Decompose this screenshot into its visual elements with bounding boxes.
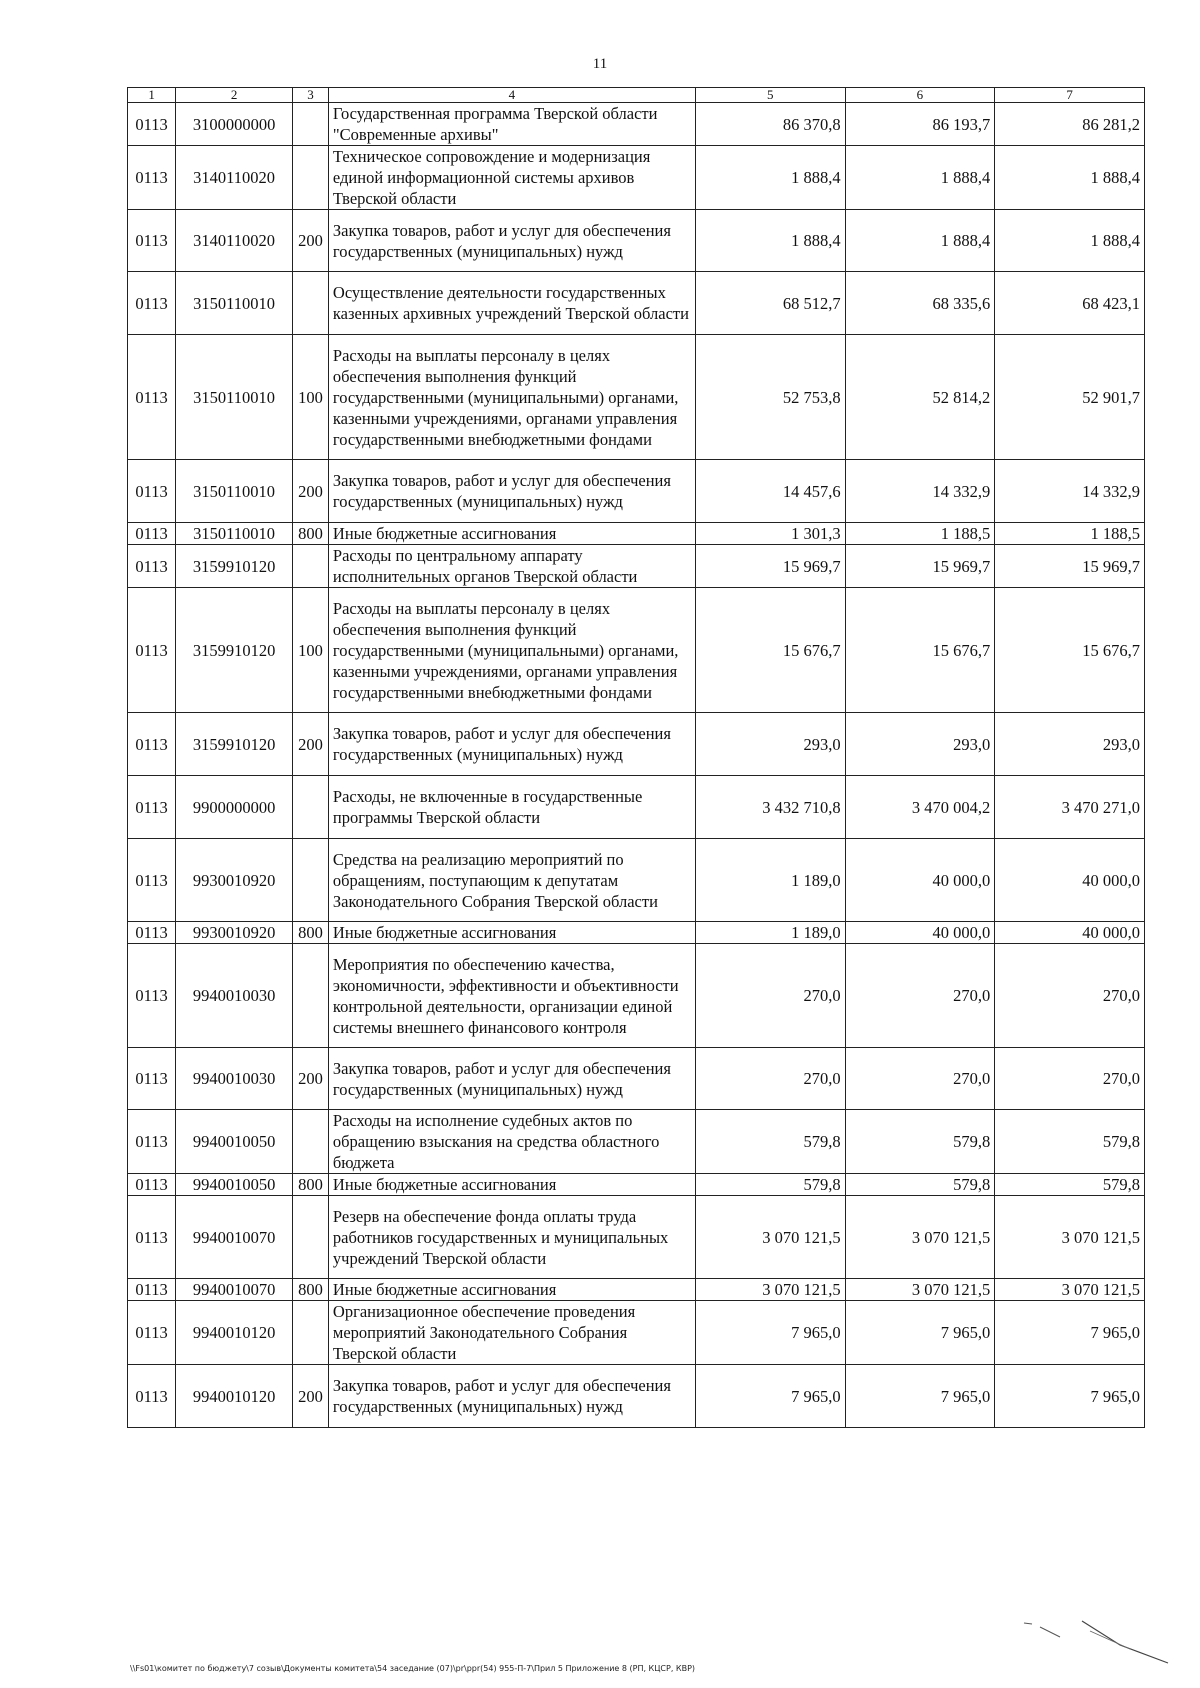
section-code: 0113 [128, 1365, 176, 1428]
column-header: 2 [176, 88, 293, 103]
target-article-code: 3159910120 [176, 545, 293, 588]
expense-name: Закупка товаров, работ и услуг для обеспечения государственных (муниципальных) нужд [328, 1048, 695, 1110]
amount-year-2: 579,8 [845, 1174, 995, 1196]
table-row [128, 944, 1145, 1048]
amount-year-1: 1 301,3 [695, 523, 845, 545]
table-row [128, 523, 1145, 545]
column-header: 3 [293, 88, 329, 103]
target-article-code: 3140110020 [176, 210, 293, 272]
expense-type-code [293, 272, 329, 335]
page-number: 11 [592, 56, 608, 72]
amount-year-3: 1 888,4 [995, 146, 1145, 210]
expense-name: Резерв на обеспечение фонда оплаты труда работников государственных и муниципальных учреждений Тверской области [328, 1196, 695, 1279]
target-article-code: 3150110010 [176, 460, 293, 523]
amount-year-2: 40 000,0 [845, 839, 995, 922]
expense-name: Иные бюджетные ассигнования [328, 523, 695, 545]
amount-year-2: 14 332,9 [845, 460, 995, 523]
expense-name: Организационное обеспечение проведения мероприятий Законодательного Собрания Тверской области [328, 1301, 695, 1365]
table-row [128, 713, 1145, 776]
amount-year-2: 270,0 [845, 944, 995, 1048]
expense-name: Расходы по центральному аппарату исполнительных органов Тверской области [328, 545, 695, 588]
table-row [128, 1279, 1145, 1301]
target-article-code: 9940010070 [176, 1279, 293, 1301]
target-article-code: 9940010030 [176, 944, 293, 1048]
table-row [128, 272, 1145, 335]
section-code: 0113 [128, 776, 176, 839]
amount-year-1: 1 189,0 [695, 839, 845, 922]
target-article-code: 9940010030 [176, 1048, 293, 1110]
expense-type-code [293, 146, 329, 210]
amount-year-3: 52 901,7 [995, 335, 1145, 460]
budget-table [127, 87, 1145, 1428]
expense-name: Закупка товаров, работ и услуг для обеспечения государственных (муниципальных) нужд [328, 1365, 695, 1428]
amount-year-1: 14 457,6 [695, 460, 845, 523]
amount-year-1: 15 676,7 [695, 588, 845, 713]
amount-year-3: 293,0 [995, 713, 1145, 776]
amount-year-2: 3 070 121,5 [845, 1279, 995, 1301]
section-code: 0113 [128, 1301, 176, 1365]
expense-type-code [293, 839, 329, 922]
column-header: 1 [128, 88, 176, 103]
expense-name: Мероприятия по обеспечению качества, экономичности, эффективности и объективности контрольной деятельности, организации единой системы внешнего финансового контроля [328, 944, 695, 1048]
expense-name: Закупка товаров, работ и услуг для обеспечения государственных (муниципальных) нужд [328, 460, 695, 523]
expense-type-code: 200 [293, 210, 329, 272]
target-article-code: 3159910120 [176, 588, 293, 713]
amount-year-1: 7 965,0 [695, 1301, 845, 1365]
section-code: 0113 [128, 1174, 176, 1196]
table-row [128, 588, 1145, 713]
amount-year-1: 68 512,7 [695, 272, 845, 335]
amount-year-1: 1 888,4 [695, 210, 845, 272]
amount-year-2: 579,8 [845, 1110, 995, 1174]
expense-name: Расходы на исполнение судебных актов по обращению взыскания на средства областного бюджета [328, 1110, 695, 1174]
amount-year-2: 15 676,7 [845, 588, 995, 713]
table-row [128, 1365, 1145, 1428]
amount-year-3: 3 070 121,5 [995, 1279, 1145, 1301]
amount-year-2: 86 193,7 [845, 103, 995, 146]
target-article-code: 9900000000 [176, 776, 293, 839]
section-code: 0113 [128, 146, 176, 210]
amount-year-3: 7 965,0 [995, 1301, 1145, 1365]
column-header: 5 [695, 88, 845, 103]
amount-year-3: 3 470 271,0 [995, 776, 1145, 839]
amount-year-2: 52 814,2 [845, 335, 995, 460]
section-code: 0113 [128, 1048, 176, 1110]
amount-year-2: 40 000,0 [845, 922, 995, 944]
amount-year-3: 7 965,0 [995, 1365, 1145, 1428]
expense-type-code: 200 [293, 460, 329, 523]
expense-name: Осуществление деятельности государственных казенных архивных учреждений Тверской области [328, 272, 695, 335]
target-article-code: 9940010120 [176, 1301, 293, 1365]
amount-year-1: 1 888,4 [695, 146, 845, 210]
section-code: 0113 [128, 944, 176, 1048]
amount-year-1: 270,0 [695, 944, 845, 1048]
amount-year-1: 3 070 121,5 [695, 1279, 845, 1301]
expense-type-code [293, 545, 329, 588]
amount-year-3: 15 969,7 [995, 545, 1145, 588]
section-code: 0113 [128, 922, 176, 944]
footer-file-path: \\Fs01\комитет по бюджету\7 созыв\Документы комитета\54 заседание (07)\pr\ppr(54) 955-П-7\Прил 5 Приложение 8 (РП, КЦСР, КВР) [130, 1664, 696, 1673]
target-article-code: 3150110010 [176, 335, 293, 460]
table-row [128, 839, 1145, 922]
target-article-code: 3100000000 [176, 103, 293, 146]
amount-year-3: 1 188,5 [995, 523, 1145, 545]
target-article-code: 3150110010 [176, 272, 293, 335]
expense-name: Расходы на выплаты персоналу в целях обеспечения выполнения функций государственными (муниципальными) органами, казенными учреждениями, органами управления государственными внебюджетными фондами [328, 335, 695, 460]
amount-year-3: 86 281,2 [995, 103, 1145, 146]
column-header: 6 [845, 88, 995, 103]
expense-name: Иные бюджетные ассигнования [328, 1174, 695, 1196]
amount-year-2: 293,0 [845, 713, 995, 776]
expense-type-code: 200 [293, 1365, 329, 1428]
expense-type-code [293, 1110, 329, 1174]
expense-name: Средства на реализацию мероприятий по обращениям, поступающим к депутатам Законодательного Собрания Тверской области [328, 839, 695, 922]
table-row [128, 146, 1145, 210]
table-row [128, 210, 1145, 272]
amount-year-2: 68 335,6 [845, 272, 995, 335]
section-code: 0113 [128, 1110, 176, 1174]
amount-year-3: 270,0 [995, 944, 1145, 1048]
amount-year-2: 15 969,7 [845, 545, 995, 588]
amount-year-2: 3 470 004,2 [845, 776, 995, 839]
amount-year-1: 7 965,0 [695, 1365, 845, 1428]
table-row [128, 776, 1145, 839]
expense-type-code [293, 1301, 329, 1365]
table-row [128, 1301, 1145, 1365]
amount-year-3: 579,8 [995, 1174, 1145, 1196]
expense-name: Закупка товаров, работ и услуг для обеспечения государственных (муниципальных) нужд [328, 713, 695, 776]
expense-type-code: 100 [293, 588, 329, 713]
expense-name: Иные бюджетные ассигнования [328, 922, 695, 944]
expense-type-code [293, 1196, 329, 1279]
table-row [128, 922, 1145, 944]
table-row [128, 1196, 1145, 1279]
amount-year-1: 86 370,8 [695, 103, 845, 146]
expense-type-code [293, 776, 329, 839]
amount-year-3: 68 423,1 [995, 272, 1145, 335]
expense-name: Иные бюджетные ассигнования [328, 1279, 695, 1301]
amount-year-1: 293,0 [695, 713, 845, 776]
column-number-row [128, 88, 1145, 103]
target-article-code: 9930010920 [176, 839, 293, 922]
target-article-code: 3140110020 [176, 146, 293, 210]
table-row [128, 545, 1145, 588]
amount-year-3: 40 000,0 [995, 922, 1145, 944]
section-code: 0113 [128, 103, 176, 146]
column-header: 4 [328, 88, 695, 103]
amount-year-3: 40 000,0 [995, 839, 1145, 922]
table-row [128, 335, 1145, 460]
amount-year-1: 579,8 [695, 1174, 845, 1196]
target-article-code: 3150110010 [176, 523, 293, 545]
target-article-code: 3159910120 [176, 713, 293, 776]
expense-type-code: 800 [293, 523, 329, 545]
amount-year-1: 1 189,0 [695, 922, 845, 944]
target-article-code: 9940010050 [176, 1174, 293, 1196]
expense-type-code [293, 103, 329, 146]
amount-year-3: 14 332,9 [995, 460, 1145, 523]
table-row [128, 1110, 1145, 1174]
section-code: 0113 [128, 460, 176, 523]
amount-year-1: 3 432 710,8 [695, 776, 845, 839]
amount-year-2: 7 965,0 [845, 1365, 995, 1428]
expense-type-code: 800 [293, 1279, 329, 1301]
amount-year-3: 270,0 [995, 1048, 1145, 1110]
amount-year-2: 1 888,4 [845, 146, 995, 210]
amount-year-2: 3 070 121,5 [845, 1196, 995, 1279]
target-article-code: 9930010920 [176, 922, 293, 944]
expense-name: Техническое сопровождение и модернизация единой информационной системы архивов Тверской области [328, 146, 695, 210]
section-code: 0113 [128, 210, 176, 272]
expense-type-code [293, 944, 329, 1048]
target-article-code: 9940010120 [176, 1365, 293, 1428]
amount-year-3: 1 888,4 [995, 210, 1145, 272]
section-code: 0113 [128, 523, 176, 545]
pen-marks [1020, 1615, 1180, 1665]
amount-year-2: 1 188,5 [845, 523, 995, 545]
amount-year-1: 579,8 [695, 1110, 845, 1174]
section-code: 0113 [128, 335, 176, 460]
expense-type-code: 800 [293, 922, 329, 944]
section-code: 0113 [128, 545, 176, 588]
expense-type-code: 200 [293, 713, 329, 776]
expense-name: Расходы на выплаты персоналу в целях обеспечения выполнения функций государственными (муниципальными) органами, казенными учреждениями, органами управления государственными внебюджетными фондами [328, 588, 695, 713]
table-row [128, 460, 1145, 523]
amount-year-1: 3 070 121,5 [695, 1196, 845, 1279]
section-code: 0113 [128, 1196, 176, 1279]
amount-year-2: 1 888,4 [845, 210, 995, 272]
expense-type-code: 800 [293, 1174, 329, 1196]
section-code: 0113 [128, 588, 176, 713]
target-article-code: 9940010070 [176, 1196, 293, 1279]
section-code: 0113 [128, 272, 176, 335]
amount-year-2: 270,0 [845, 1048, 995, 1110]
amount-year-3: 15 676,7 [995, 588, 1145, 713]
table-row [128, 1174, 1145, 1196]
amount-year-1: 270,0 [695, 1048, 845, 1110]
amount-year-3: 579,8 [995, 1110, 1145, 1174]
amount-year-2: 7 965,0 [845, 1301, 995, 1365]
target-article-code: 9940010050 [176, 1110, 293, 1174]
amount-year-1: 52 753,8 [695, 335, 845, 460]
amount-year-3: 3 070 121,5 [995, 1196, 1145, 1279]
amount-year-1: 15 969,7 [695, 545, 845, 588]
section-code: 0113 [128, 839, 176, 922]
section-code: 0113 [128, 713, 176, 776]
expense-type-code: 200 [293, 1048, 329, 1110]
section-code: 0113 [128, 1279, 176, 1301]
table-row [128, 1048, 1145, 1110]
expense-name: Государственная программа Тверской области "Современные архивы" [328, 103, 695, 146]
expense-name: Расходы, не включенные в государственные программы Тверской области [328, 776, 695, 839]
expense-name: Закупка товаров, работ и услуг для обеспечения государственных (муниципальных) нужд [328, 210, 695, 272]
table-row [128, 103, 1145, 146]
expense-type-code: 100 [293, 335, 329, 460]
column-header: 7 [995, 88, 1145, 103]
